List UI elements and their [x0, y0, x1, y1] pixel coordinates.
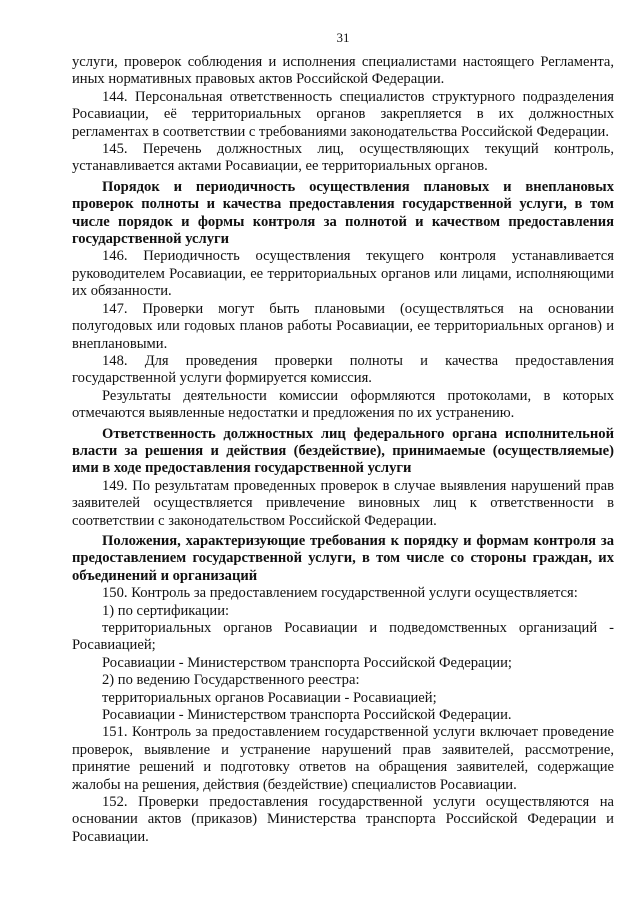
paragraph-commission-results: Результаты деятельности комиссии оформляются протоколами, в которых отмечаются выявленные недостатки и предложения по их устранению. — [72, 387, 614, 422]
paragraph-151: 151. Контроль за предоставлением государственной услуги включает проведение проверок, выявление и устранение нарушений прав заявителей, рассмотрение, принятие решений и подготовку ответов на обращения заявителей, содержащие жалобы на решения, действия (бездействие) специалистов Росавиации. — [72, 724, 614, 793]
paragraph-145: 145. Перечень должностных лиц, осуществляющих текущий контроль, устанавливается актами Росавиации, ее территориальных органов. — [72, 141, 614, 175]
document-page — [72, 30, 614, 846]
paragraph-146: 146. Периодичность осуществления текущего контроля устанавливается руководителем Росавиации, ее территориальных органов или лицами, исполняющими их обязанности. — [72, 248, 614, 300]
paragraph-144: 144. Персональная ответственность специалистов структурного подразделения Росавиации, её территориальных органов закрепляется в их должностных регламентах в соответствии с требованиями законодательства Российской Федерации. — [72, 88, 614, 140]
section-heading-inspections: Порядок и периодичность осуществления плановых и внеплановых проверок полноты и качества предоставления государственной услуги, в том числе порядок и формы контроля за полнотой и качеством предоставления государственной услуги — [72, 178, 614, 248]
list-item-certification: 1) по сертификации: — [102, 602, 230, 619]
paragraph-147: 147. Проверки могут быть плановыми (осуществляться на основании полугодовых или годовых планов работы Росавиации, ее территориальных органов) и внеплановыми. — [72, 300, 614, 352]
section-heading-control-requirements: Положения, характеризующие требования к порядку и формам контроля за предоставлением государственной услуги, в том числе со стороны граждан, их объединений и организаций — [72, 532, 614, 584]
list-item-registry: 2) по ведению Государственного реестра: — [102, 672, 360, 689]
list-item-territorial-registry: территориальных органов Росавиации - Росавиацией; — [102, 689, 437, 706]
list-item-rosaviation-certification: Росавиации - Министерством транспорта Российской Федерации; — [102, 654, 512, 671]
list-item-rosaviation-registry: Росавиации - Министерством транспорта Российской Федерации. — [102, 707, 512, 724]
paragraph-150: 150. Контроль за предоставлением государственной услуги осуществляется: — [102, 585, 578, 602]
paragraph-152: 152. Проверки предоставления государственной услуги осуществляются на основании актов (приказов) Министерства транспорта Российской Федерации и Росавиации. — [72, 794, 614, 845]
section-heading-responsibility: Ответственность должностных лиц федерального органа исполнительной власти за решения и действия (бездействие), принимаемые (осуществляемые) ими в ходе предоставления государственной услуги — [72, 425, 614, 477]
paragraph-149: 149. По результатам проведенных проверок в случае выявления нарушений прав заявителей осуществляется привлечение виновных лиц к ответственности в соответствии с законодательством Российской Федерации. — [72, 477, 614, 529]
list-item-territorial-certification: территориальных органов Росавиации и подведомственных организаций - Росавиацией; — [72, 620, 614, 654]
page-number: 31 — [336, 30, 350, 45]
paragraph-continuation: услуги, проверок соблюдения и исполнения специалистами настоящего Регламента, иных нормативных правовых актов Российской Федерации. — [72, 54, 614, 88]
paragraph-148: 148. Для проведения проверки полноты и качества предоставления государственной услуги формируется комиссия. — [72, 352, 614, 387]
